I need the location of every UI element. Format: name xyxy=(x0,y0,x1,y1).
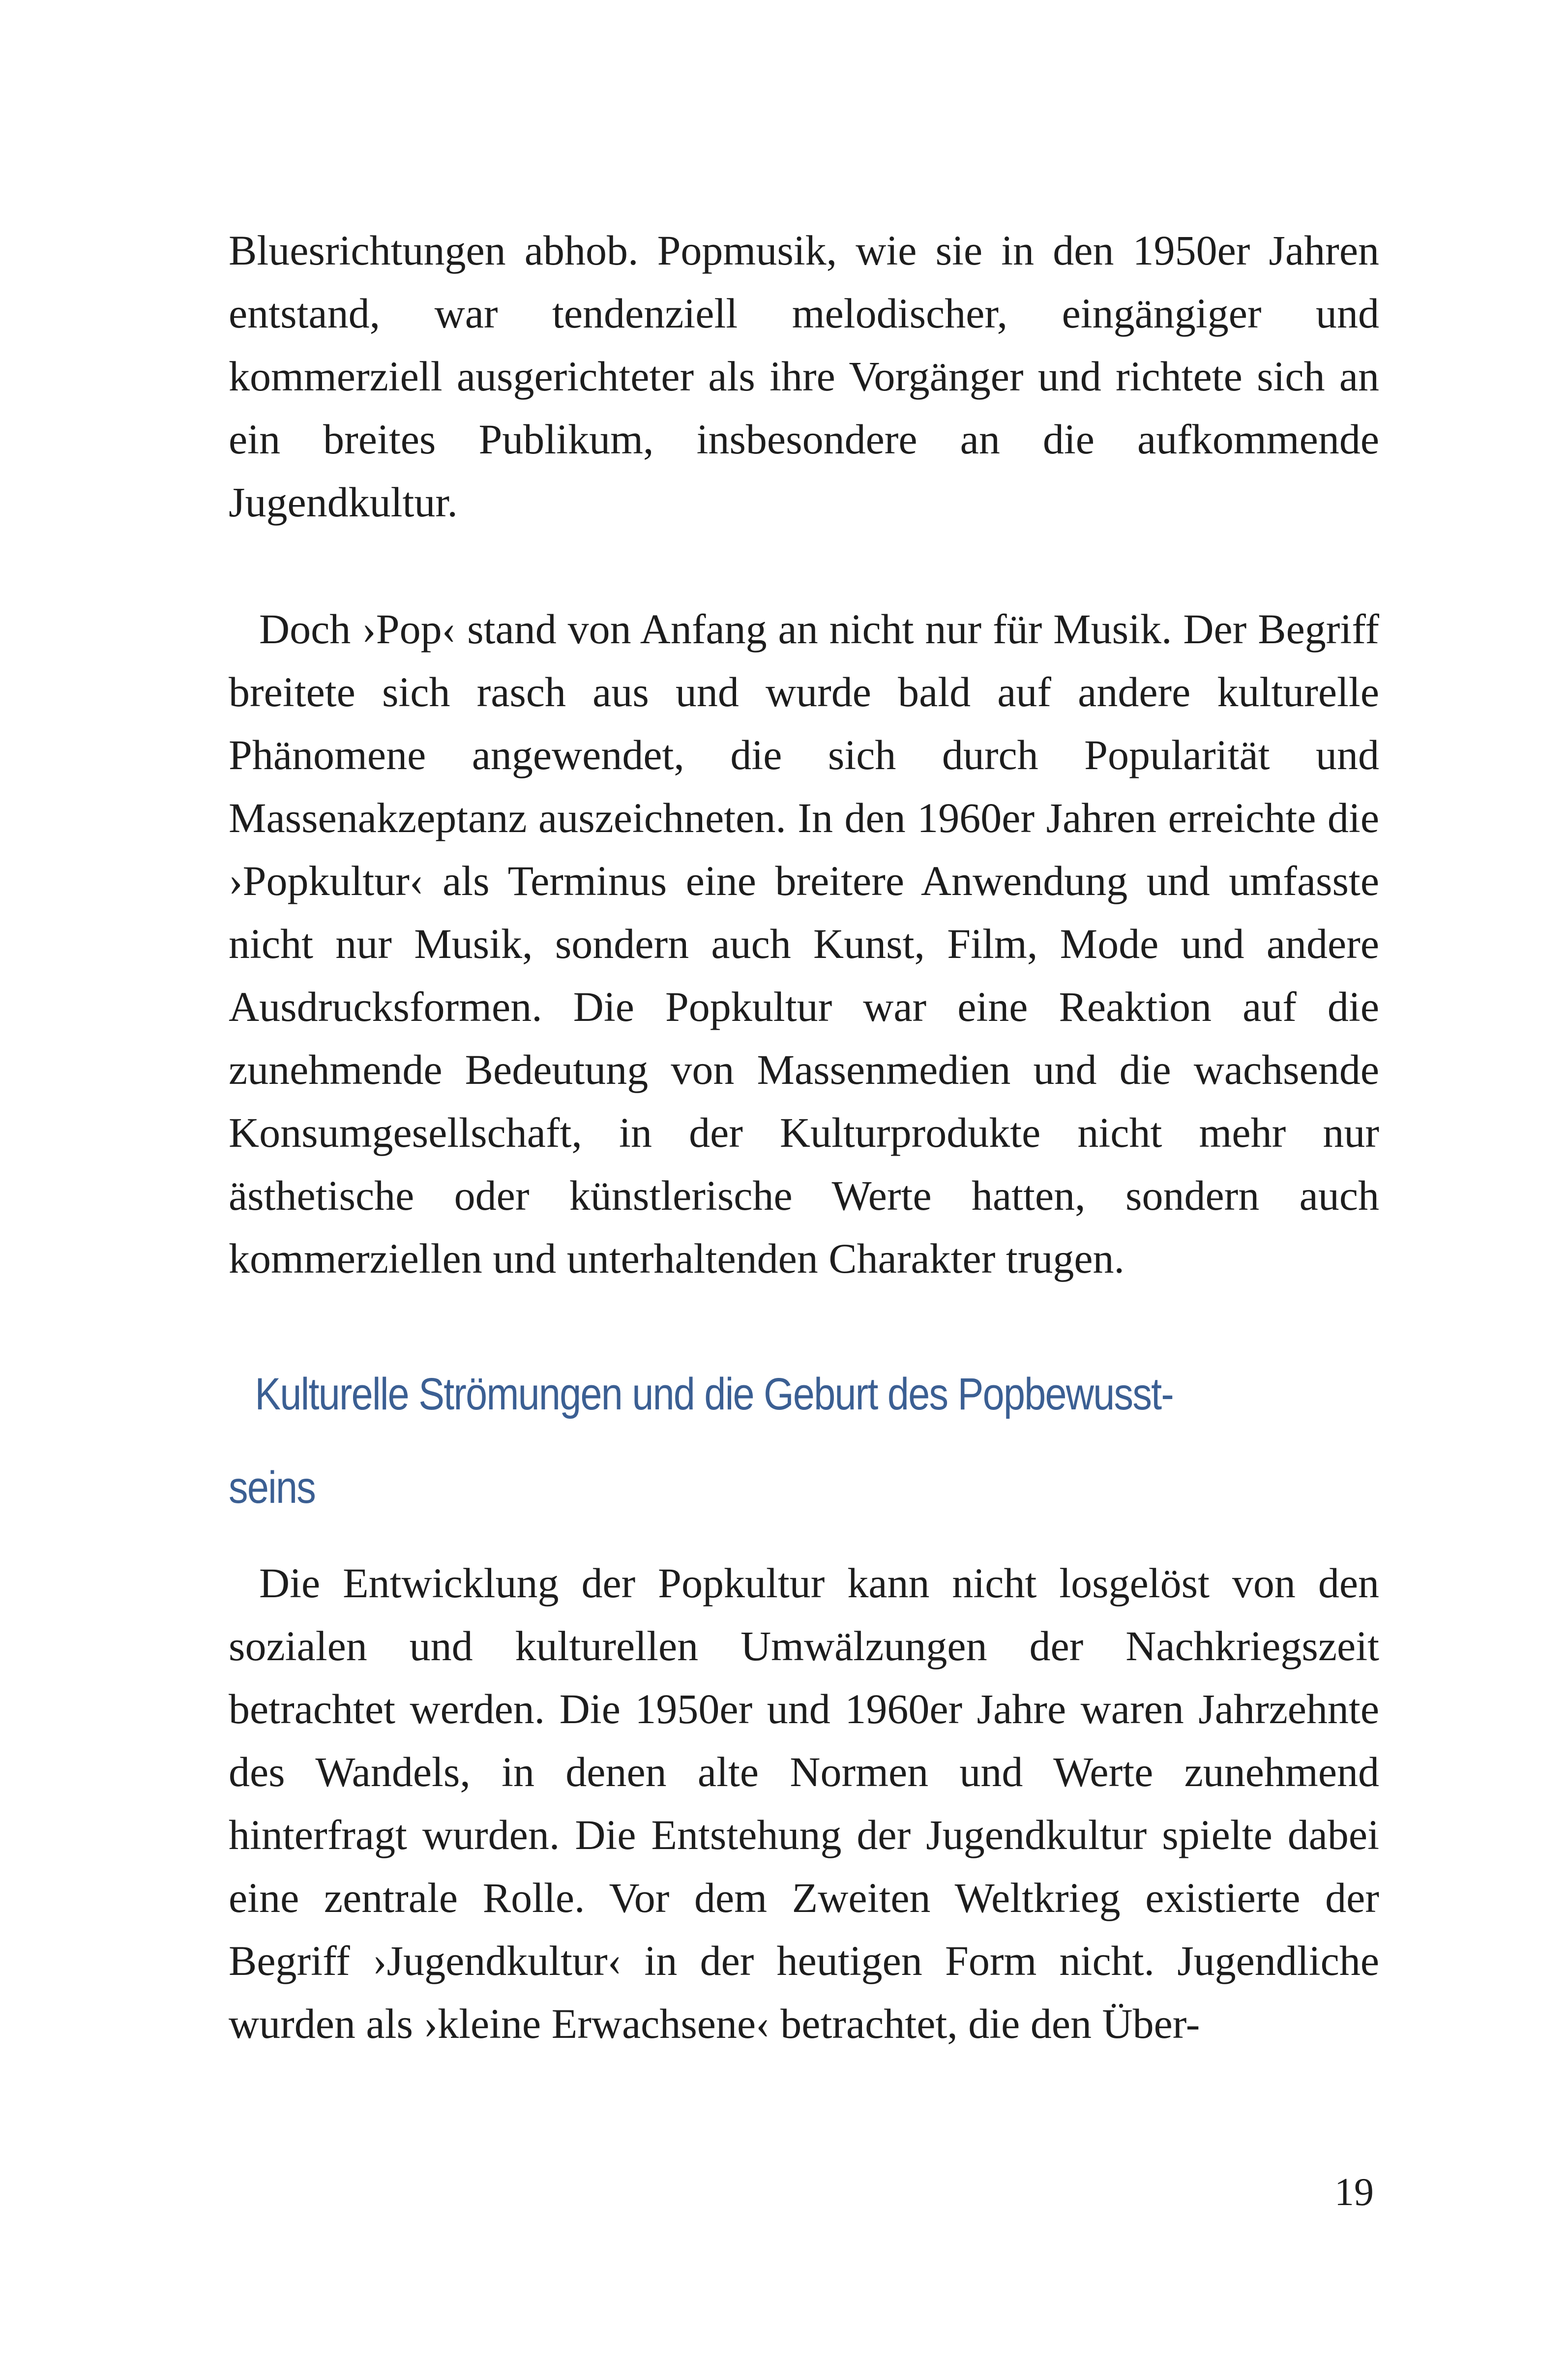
paragraph-continuation xyxy=(229,219,1379,534)
paragraph-text: Doch ›Pop‹ stand von Anfang an nicht nur für Musik. Der Begriff breitete sich rasch aus und wurde bald auf andere kulturelle Phänomene angewendet, die sich durch Popularität und Massenakzeptanz auszeichneten. In den 1960er Jahren erreichte die ›Popkultur‹ als Terminus eine breitere Anwendung und umfasste nicht nur Musik, sondern auch Kunst, Film, Mode und andere Ausdrucksformen. Die Popkultur war eine Reaktion auf die zunehmende Bedeutung von Massenmedien und die wachsende Konsumgesellschaft, in der Kulturprodukte nicht mehr nur ästhetische oder künstlerische Werte hatten, sondern auch kommerziellen und unterhaltenden Charakter trugen. xyxy=(229,605,1379,1282)
paragraph-development xyxy=(229,1552,1379,2055)
paragraph-text: Bluesrichtungen abhob. Popmusik, wie sie in den 1950er Jahren entstand, war tendenziell melodischer, eingängiger und kommerziell ausgerichteter als ihre Vorgänger und richtete sich an ein breites Publikum, insbesondere an die aufkommende Jugendkultur. xyxy=(229,227,1379,526)
section-heading xyxy=(229,1347,1218,1534)
paragraph-text: Die Entwicklung der Popkultur kann nicht losgelöst von den sozialen und kulturellen Umwälzungen der Nachkriegszeit betrachtet werden. Die 1950er und 1960er Jahre waren Jahrzehnte des Wandels, in denen alte Normen und Werte zunehmend hinterfragt wurden. Die Entstehung der Jugendkultur spielte dabei eine zentrale Rolle. Vor dem Zweiten Weltkrieg existierte der Begriff ›Jugendkultur‹ in der heutigen Form nicht. Jugendliche wurden als ›kleine Erwachsene‹ betrachtet, die den Über- xyxy=(229,1559,1379,2047)
section-heading-line-2: seins xyxy=(229,1463,316,1513)
paragraph-pop-term xyxy=(229,597,1379,1290)
page-number: 19 xyxy=(1334,2171,1374,2214)
section-heading-line-1: Kulturelle Strömungen und die Geburt des Popbewusst- xyxy=(255,1369,1174,1419)
